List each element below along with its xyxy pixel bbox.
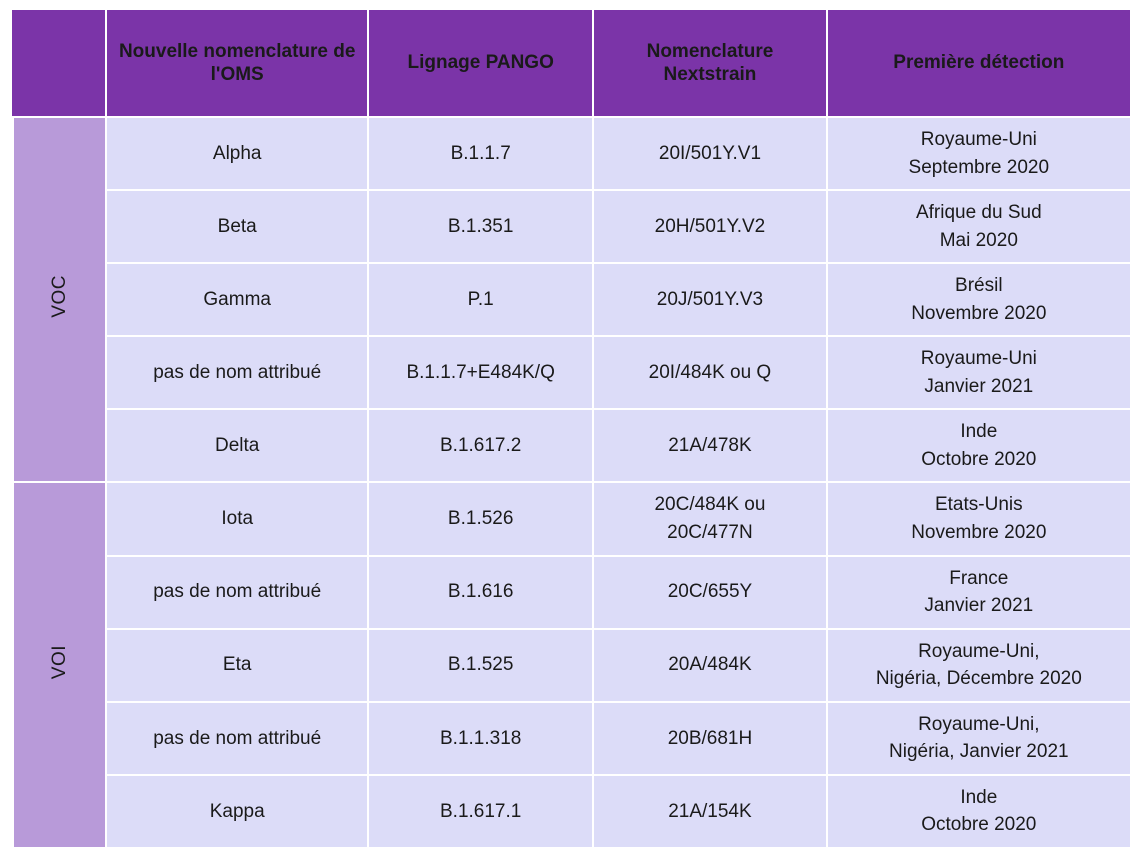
first-detection-country: Inde	[960, 786, 998, 808]
cell-first-detection	[827, 775, 1131, 848]
group-label-voc-text: VOC	[48, 275, 70, 319]
cell-first-detection	[827, 482, 1131, 555]
cell-who: pas de nom attribué	[106, 336, 368, 409]
cell-first-detection	[827, 409, 1131, 482]
cell-first-detection	[827, 702, 1131, 775]
first-detection-date: Mai 2020	[939, 229, 1018, 251]
nextstrain-line-1: 20C/484K ou	[654, 494, 766, 516]
cell-pango: B.1.525	[368, 629, 593, 702]
first-detection-country: France	[949, 567, 1009, 589]
cell-pango: B.1.351	[368, 190, 593, 263]
cell-nextstrain: 21A/154K	[593, 775, 826, 848]
cell-pango: P.1	[368, 263, 593, 336]
first-detection-date: Nigéria, Janvier 2021	[889, 741, 1069, 763]
cell-who: Eta	[106, 629, 368, 702]
table-row	[13, 409, 1131, 482]
cell-nextstrain	[593, 482, 826, 555]
header-pango-lineage: Lignage PANGO	[368, 9, 593, 117]
first-detection-date: Nigéria, Décembre 2020	[875, 668, 1082, 690]
cell-nextstrain: 20A/484K	[593, 629, 826, 702]
first-detection-country: Afrique du Sud	[915, 202, 1042, 224]
header-who-nomenclature: Nouvelle nomenclature de l'OMS	[106, 9, 368, 117]
cell-nextstrain: 20H/501Y.V2	[593, 190, 826, 263]
table-body	[13, 117, 1131, 848]
first-detection-date: Septembre 2020	[908, 156, 1050, 178]
first-detection-date: Janvier 2021	[924, 375, 1034, 397]
cell-pango: B.1.1.318	[368, 702, 593, 775]
cell-who: pas de nom attribué	[106, 702, 368, 775]
cell-first-detection	[827, 117, 1131, 190]
cell-who: Iota	[106, 482, 368, 555]
table-row	[13, 775, 1131, 848]
table-row	[13, 117, 1131, 190]
table-row	[13, 190, 1131, 263]
first-detection-country: Royaume-Uni,	[918, 640, 1040, 662]
cell-nextstrain: 20J/501Y.V3	[593, 263, 826, 336]
nextstrain-line-2: 20C/477N	[667, 522, 753, 544]
first-detection-country: Brésil	[955, 275, 1003, 297]
cell-who: Delta	[106, 409, 368, 482]
table-row	[13, 702, 1131, 775]
table-row	[13, 336, 1131, 409]
cell-nextstrain: 21A/478K	[593, 409, 826, 482]
cell-who: Beta	[106, 190, 368, 263]
first-detection-country: Royaume-Uni	[920, 129, 1037, 150]
cell-nextstrain: 20C/655Y	[593, 556, 826, 629]
cell-pango: B.1.1.7	[368, 117, 593, 190]
cell-first-detection	[827, 556, 1131, 629]
cell-nextstrain: 20I/501Y.V1	[593, 117, 826, 190]
table-row	[13, 482, 1131, 555]
group-label-voc	[13, 117, 106, 482]
cell-pango: B.1.616	[368, 556, 593, 629]
cell-nextstrain: 20B/681H	[593, 702, 826, 775]
group-label-voi	[13, 482, 106, 847]
cell-pango: B.1.617.1	[368, 775, 593, 848]
first-detection-date: Novembre 2020	[911, 522, 1047, 544]
cell-first-detection	[827, 263, 1131, 336]
cell-first-detection	[827, 629, 1131, 702]
cell-pango: B.1.526	[368, 482, 593, 555]
first-detection-date: Octobre 2020	[921, 448, 1037, 470]
first-detection-country: Inde	[960, 421, 998, 443]
cell-pango: B.1.617.2	[368, 409, 593, 482]
first-detection-date: Octobre 2020	[921, 814, 1037, 836]
table-row	[13, 629, 1131, 702]
cell-nextstrain: 20I/484K ou Q	[593, 336, 826, 409]
table-row	[13, 556, 1131, 629]
cell-who: Alpha	[106, 117, 368, 190]
variants-table	[12, 8, 1132, 849]
cell-first-detection	[827, 336, 1131, 409]
first-detection-date: Janvier 2021	[924, 595, 1034, 617]
cell-who: Gamma	[106, 263, 368, 336]
first-detection-country: Royaume-Uni	[920, 348, 1037, 370]
cell-first-detection	[827, 190, 1131, 263]
cell-who: pas de nom attribué	[106, 556, 368, 629]
table-row	[13, 263, 1131, 336]
header-group	[13, 9, 106, 117]
group-label-voi-text: VOI	[48, 645, 70, 680]
header-row	[13, 9, 1131, 117]
first-detection-country: Royaume-Uni,	[918, 713, 1040, 735]
cell-pango: B.1.1.7+E484K/Q	[368, 336, 593, 409]
table-header	[13, 9, 1131, 117]
first-detection-country: Etats-Unis	[934, 494, 1023, 516]
first-detection-date: Novembre 2020	[911, 302, 1047, 324]
header-first-detection: Première détection	[827, 9, 1131, 117]
header-nextstrain-nomenclature: Nomenclature Nextstrain	[593, 9, 826, 117]
cell-who: Kappa	[106, 775, 368, 848]
